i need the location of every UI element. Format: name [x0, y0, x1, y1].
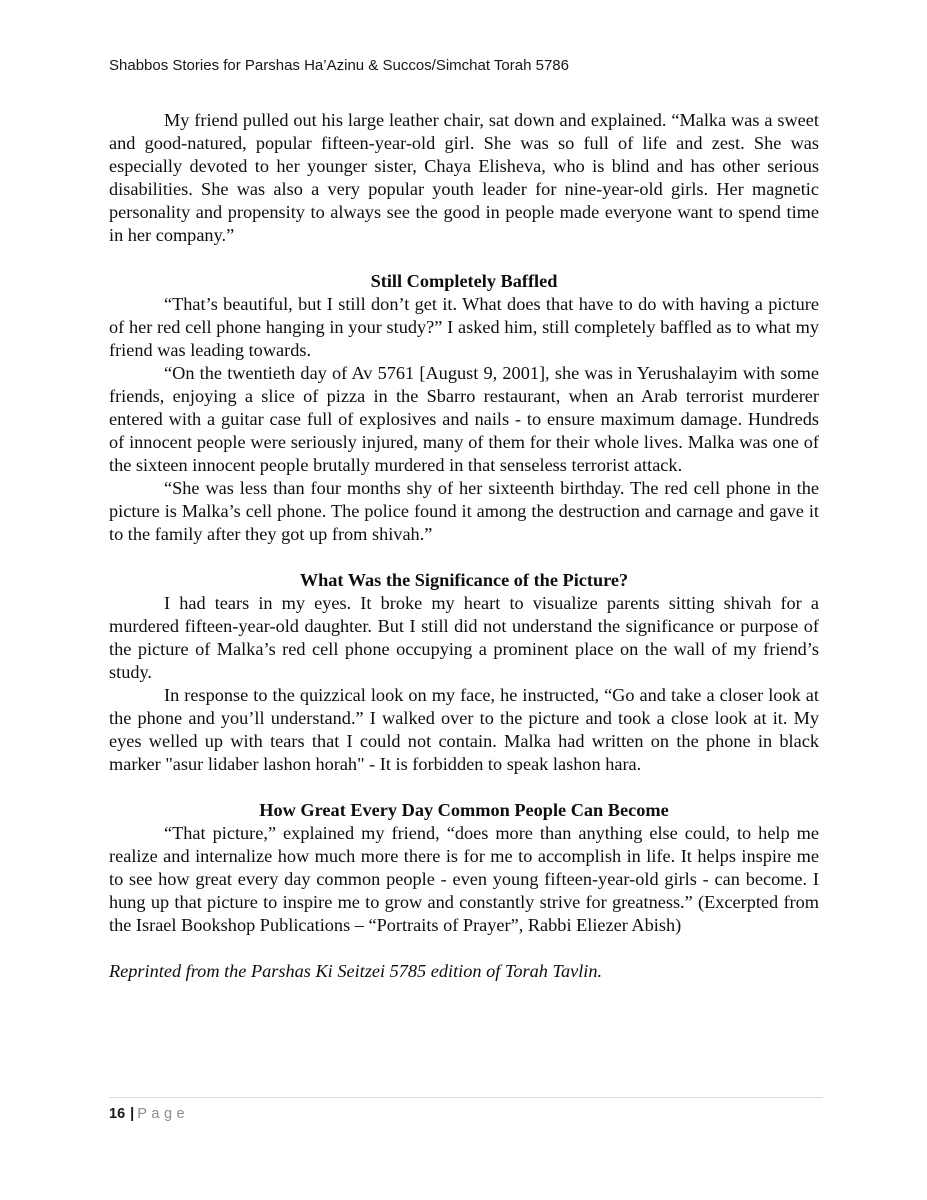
paragraph-that-picture-explained: “That picture,” explained my friend, “does more than anything else could, to help me realize and internalize how much more there is for me to accomplish in life. It helps inspire me to see how great every day common people - even young fifteen-year-old girls - can become. I hung up that picture to inspire me to grow and constantly strive for greatness.” (Excerpted from the Israel Bookshop Publications – “Portraits of Prayer”, Rabbi Eliezer Abish)	[109, 823, 819, 935]
paragraph-still-baffled-question: “That’s beautiful, but I still don’t get it. What does that have to do with having a picture of her red cell phone hanging in your study?” I asked him, still completely baffled as to what my friend was leading towards.	[109, 294, 819, 360]
page-word-label: Page	[137, 1106, 190, 1122]
paragraph-closer-look-at-phone: In response to the quizzical look on my face, he instructed, “Go and take a closer look at the phone and you’ll understand.” I walked over to the picture and took a close look at it. My eyes welled up with tears that I could not contain. Malka had written on the phone in black marker "asur lidaber lashon horah" - It is forbidden to speak lashon hara.	[109, 685, 819, 774]
page-number: 16	[109, 1106, 126, 1122]
section-heading-still-completely-baffled: Still Completely Baffled	[370, 271, 558, 291]
section-heading-significance-of-picture: What Was the Significance of the Picture?	[299, 570, 629, 590]
reprint-attribution-note: Reprinted from the Parshas Ki Seitzei 5785 edition of Torah Tavlin.	[109, 961, 603, 981]
footer-separator: |	[130, 1106, 135, 1122]
paragraph-malka-intro: My friend pulled out his large leather chair, sat down and explained. “Malka was a sweet and good-natured, popular fifteen-year-old girl. She was so full of life and zest. She was especially devoted to her younger sister, Chaya Elisheva, who is blind and has other serious disabilities. She was also a very popular youth leader for nine-year-old girls. Her magnetic personality and propensity to always see the good in people made everyone want to spend time in her company.”	[109, 110, 819, 245]
page-footer	[109, 1097, 823, 1123]
paragraph-sbarro-attack: “On the twentieth day of Av 5761 [August 9, 2001], she was in Yerushalayim with some friends, enjoying a slice of pizza in the Sbarro restaurant, when an Arab terrorist murderer entered with a guitar case full of explosives and nails - to ensure maximum damage. Hundreds of innocent people were seriously injured, many of them for their whole lives. Malka was one of the sixteen innocent people brutally murdered in that senseless terrorist attack.	[109, 363, 819, 475]
document-body	[109, 109, 819, 983]
paragraph-red-cell-phone: “She was less than four months shy of her sixteenth birthday. The red cell phone in the picture is Malka’s cell phone. The police found it among the destruction and carnage and gave it to the family after they got up from shivah.”	[109, 478, 819, 544]
section-heading-how-great-common-people: How Great Every Day Common People Can Become	[259, 800, 669, 820]
running-header-title: Shabbos Stories for Parshas Ha’Azinu & Succos/Simchat Torah 5786	[109, 57, 569, 74]
paragraph-tears-in-my-eyes: I had tears in my eyes. It broke my heart to visualize parents sitting shivah for a murdered fifteen-year-old daughter. But I still did not understand the significance or purpose of the picture of Malka’s red cell phone occupying a prominent place on the wall of my friend’s study.	[109, 593, 819, 682]
